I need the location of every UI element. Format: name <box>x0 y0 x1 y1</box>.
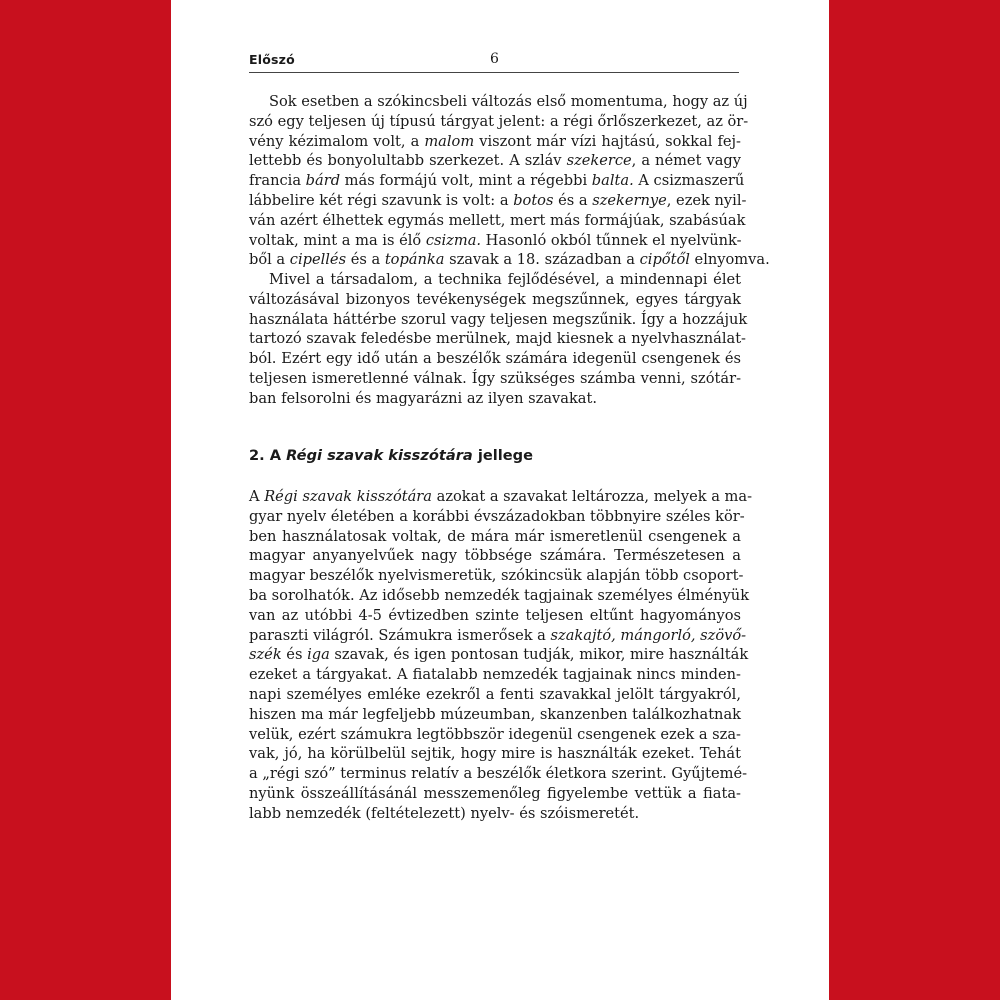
text-run: vak, jó, ha körülbelül sejtik, hogy mire is használták ezeket. Tehát <box>249 745 741 763</box>
section-title-rest: jellege <box>472 447 533 464</box>
section-title-italic: Régi szavak kisszótára <box>286 447 473 464</box>
italic-term: szék <box>249 646 282 664</box>
text-line <box>249 546 741 566</box>
text-run: A <box>249 488 265 505</box>
text-run: szavak, és igen pontosan tudják, mikor, mire használták <box>329 646 749 664</box>
italic-term: malom <box>424 132 475 150</box>
italic-term: cipőtől <box>639 251 690 269</box>
text-run: ban felsorolni és magyarázni az ilyen szavakat. <box>249 389 598 407</box>
text-line <box>249 92 748 112</box>
text-run: ben használatosak voltak, de mára már ismeretlenül csengenek a <box>249 527 741 545</box>
text-run: ezeket a tárgyakat. A fiatalabb nemzedék tagjainak nincs minden- <box>249 666 741 684</box>
italic-term: botos <box>513 191 554 209</box>
text-run: ból. Ezért egy idő után a beszélők számára idegenül csengenek és <box>249 350 741 368</box>
text-run: paraszti világról. Számukra ismerősek a <box>249 626 551 644</box>
text-run: vény kézimalom volt, a <box>249 132 425 150</box>
text-run: francia <box>249 172 306 190</box>
text-line <box>249 211 746 231</box>
text-run: és a <box>553 191 593 209</box>
text-run: lábbelire két régi szavunk is volt: a <box>249 191 514 209</box>
text-run: tartozó szavak feledésbe merülnek, majd kiesnek a nyelvhasználat- <box>249 330 746 348</box>
text-run: Sok esetben a szókincsbeli változás első momentuma, hogy az új <box>269 93 748 110</box>
paragraph-1 <box>249 92 770 270</box>
text-line <box>249 626 747 646</box>
section-number: 2. A <box>249 447 287 464</box>
italic-term: szakajtó, mángorló, szövő- <box>550 626 747 644</box>
text-line <box>249 310 748 330</box>
text-run: , a német vagy <box>631 152 741 170</box>
text-line <box>249 132 741 152</box>
page-header <box>249 50 739 73</box>
text-line <box>249 151 741 171</box>
text-line <box>249 566 744 586</box>
paragraph-2 <box>249 270 748 409</box>
text-line <box>249 784 741 804</box>
text-run: és a <box>346 251 385 269</box>
text-line <box>249 606 741 626</box>
text-run: és <box>281 646 308 664</box>
text-run: labb nemzedék (feltételezett) nyelv- és szóismeretét. <box>249 804 640 822</box>
text-line <box>249 685 741 705</box>
text-run: ba sorolhatók. Az idősebb nemzedék tagjainak személyes élményük <box>249 586 750 604</box>
text-line <box>249 191 747 211</box>
book-page <box>171 0 829 1000</box>
text-run: más formájú volt, mint a régebbi <box>340 172 592 190</box>
italic-term: Régi szavak kisszótára <box>264 488 432 505</box>
italic-term: bárd <box>305 172 341 190</box>
text-run: szó egy teljesen új típusú tárgyat jelent: a régi őrlőszerkezet, az ör- <box>249 112 749 130</box>
italic-term: cipellés <box>289 251 347 269</box>
text-run: , ezek nyil- <box>666 191 747 209</box>
text-line <box>249 270 741 290</box>
italic-term: csizma. <box>425 231 482 249</box>
italic-term: balta. <box>591 172 634 190</box>
text-run: magyar anyanyelvűek nagy többsége számára. Természetesen a <box>249 547 741 565</box>
text-line <box>249 586 750 606</box>
text-run: Mivel a társadalom, a technika fejlődésével, a mindennapi élet <box>269 271 741 288</box>
text-run: Hasonló okból tűnnek el nyelvünk- <box>481 231 742 249</box>
text-run: nyünk összeállításánál messzemenőleg figyelembe vettük a fiata- <box>249 784 741 802</box>
italic-term: topánka <box>384 251 445 269</box>
text-run: van az utóbbi 4-5 évtizedben szinte teljesen eltűnt hagyományos <box>249 606 741 624</box>
text-line <box>249 665 741 685</box>
italic-term: szekerce <box>566 152 632 170</box>
section-heading <box>249 447 741 464</box>
text-run: napi személyes emléke ezekről a fenti szavakkal jelölt tárgyakról, <box>249 685 741 703</box>
text-line <box>249 329 746 349</box>
italic-term: iga <box>307 646 330 664</box>
paragraph-3 <box>249 487 753 824</box>
text-line <box>249 369 741 389</box>
text-run: hiszen ma már legfeljebb múzeumban, skanzenben találkozhatnak <box>249 705 741 723</box>
text-line <box>249 764 748 784</box>
text-line <box>249 487 753 507</box>
italic-term: szekernye <box>592 191 667 209</box>
text-run: változásával bizonyos tevékenységek megszűnnek, egyes tárgyak <box>249 290 741 308</box>
text-line <box>249 171 745 191</box>
text-run: magyar beszélők nyelvismeretük, szókincsük alapján több csoport- <box>249 567 744 585</box>
text-run: voltak, mint a ma is élő <box>249 231 426 249</box>
text-run: elnyomva. <box>689 251 770 269</box>
text-run: ből a <box>249 251 290 269</box>
text-run: A csizmaszerű <box>633 172 745 190</box>
page-number: 6 <box>490 51 499 67</box>
text-run: azokat a szavakat leltározza, melyek a ma- <box>431 488 753 505</box>
text-line <box>249 349 741 369</box>
text-line <box>249 744 741 764</box>
text-line <box>249 804 741 824</box>
text-line <box>249 507 745 527</box>
text-line <box>249 645 749 665</box>
text-run: gyar nyelv életében a korábbi évszázadokban többnyire széles kör- <box>249 507 745 525</box>
running-head: Előszó <box>249 52 295 67</box>
text-line <box>249 290 741 310</box>
text-line <box>249 527 741 547</box>
text-line <box>249 725 741 745</box>
text-line <box>249 389 741 409</box>
text-line <box>249 231 741 251</box>
text-run: teljesen ismeretlenné válnak. Így szükséges számba venni, szótár- <box>249 369 741 387</box>
text-line <box>249 250 770 270</box>
text-run: ván azért élhettek egymás mellett, mert más formájúak, szabásúak <box>249 211 746 229</box>
text-run: használata háttérbe szorul vagy teljesen megszűnik. Így a hozzájuk <box>249 310 748 328</box>
text-run: velük, ezért számukra legtöbbször idegenül csengenek ezek a sza- <box>249 725 741 743</box>
text-run: viszont már vízi hajtású, sokkal fej- <box>474 132 741 150</box>
text-line <box>249 705 741 725</box>
text-run: lettebb és bonyolultabb szerkezet. A szláv <box>249 152 567 170</box>
text-run: a „régi szó” terminus relatív a beszélők életkora szerint. Gyűjtemé- <box>249 765 748 783</box>
text-line <box>249 112 749 132</box>
text-run: szavak a 18. században a <box>444 251 640 269</box>
